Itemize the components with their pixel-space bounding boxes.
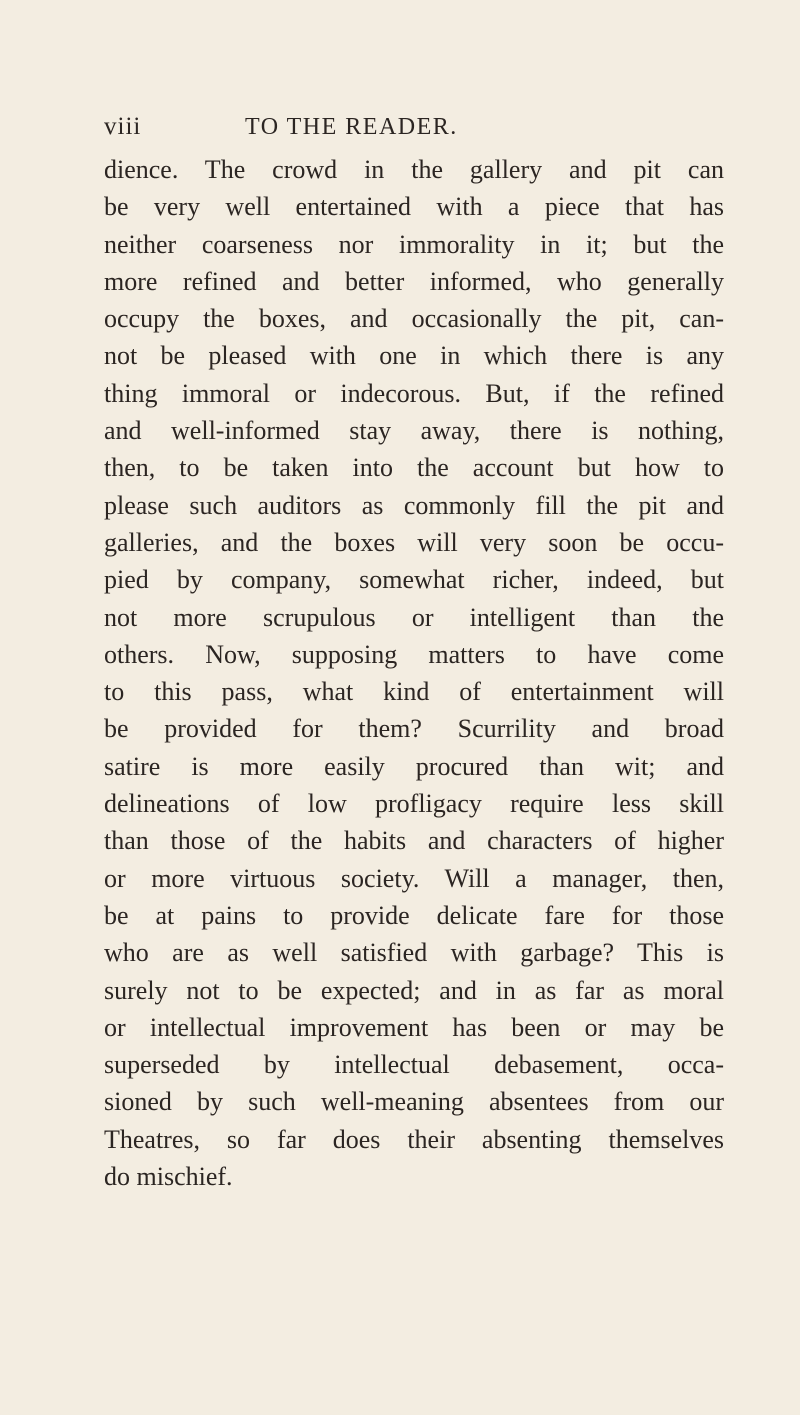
text-line: neither coarseness nor immorality in it; but the [104, 229, 724, 259]
text-line: not be pleased with one in which there is any [104, 341, 724, 371]
text-line: do mischief. [104, 1162, 233, 1192]
text-line: please such auditors as commonly fill the pit and [104, 490, 724, 520]
text-line: be very well entertained with a piece that has [104, 192, 724, 222]
text-line: more refined and better informed, who generally [104, 266, 724, 296]
text-line: be provided for them? Scurrility and broad [104, 714, 724, 744]
text-line: galleries, and the boxes will very soon be occu- [104, 527, 724, 557]
text-line: or intellectual improvement has been or may be [104, 1012, 724, 1042]
text-line: delineations of low profligacy require less skill [104, 789, 724, 819]
text-line: then, to be taken into the account but how to [104, 453, 724, 483]
text-line: surely not to be expected; and in as far as moral [104, 975, 724, 1005]
text-line: or more virtuous society. Will a manager, then, [104, 863, 724, 893]
text-line: occupy the boxes, and occasionally the pit, can- [104, 304, 724, 334]
running-head [104, 112, 724, 142]
text-line: satire is more easily procured than wit; and [104, 751, 724, 781]
text-line: who are as well satisfied with garbage? This is [104, 938, 724, 968]
text-line: than those of the habits and characters of higher [104, 826, 724, 856]
text-line: sioned by such well-meaning absentees from our [104, 1087, 724, 1117]
page-number: viii [104, 113, 142, 140]
text-line: superseded by intellectual debasement, occa- [104, 1050, 724, 1080]
text-line: to this pass, what kind of entertainment will [104, 677, 724, 707]
running-title: TO THE READER. [245, 114, 458, 140]
text-line: Theatres, so far does their absenting themselves [104, 1124, 724, 1154]
text-line: and well-informed stay away, there is nothing, [104, 416, 724, 446]
text-line: dience. The crowd in the gallery and pit can [104, 155, 724, 184]
text-line: be at pains to provide delicate fare for those [104, 900, 724, 930]
text-line: not more scrupulous or intelligent than the [104, 602, 724, 632]
text-line: thing immoral or indecorous. But, if the refined [104, 378, 724, 408]
text-line: others. Now, supposing matters to have come [104, 639, 724, 669]
text-line: pied by company, somewhat richer, indeed, but [104, 565, 724, 595]
body-text [104, 151, 724, 1195]
